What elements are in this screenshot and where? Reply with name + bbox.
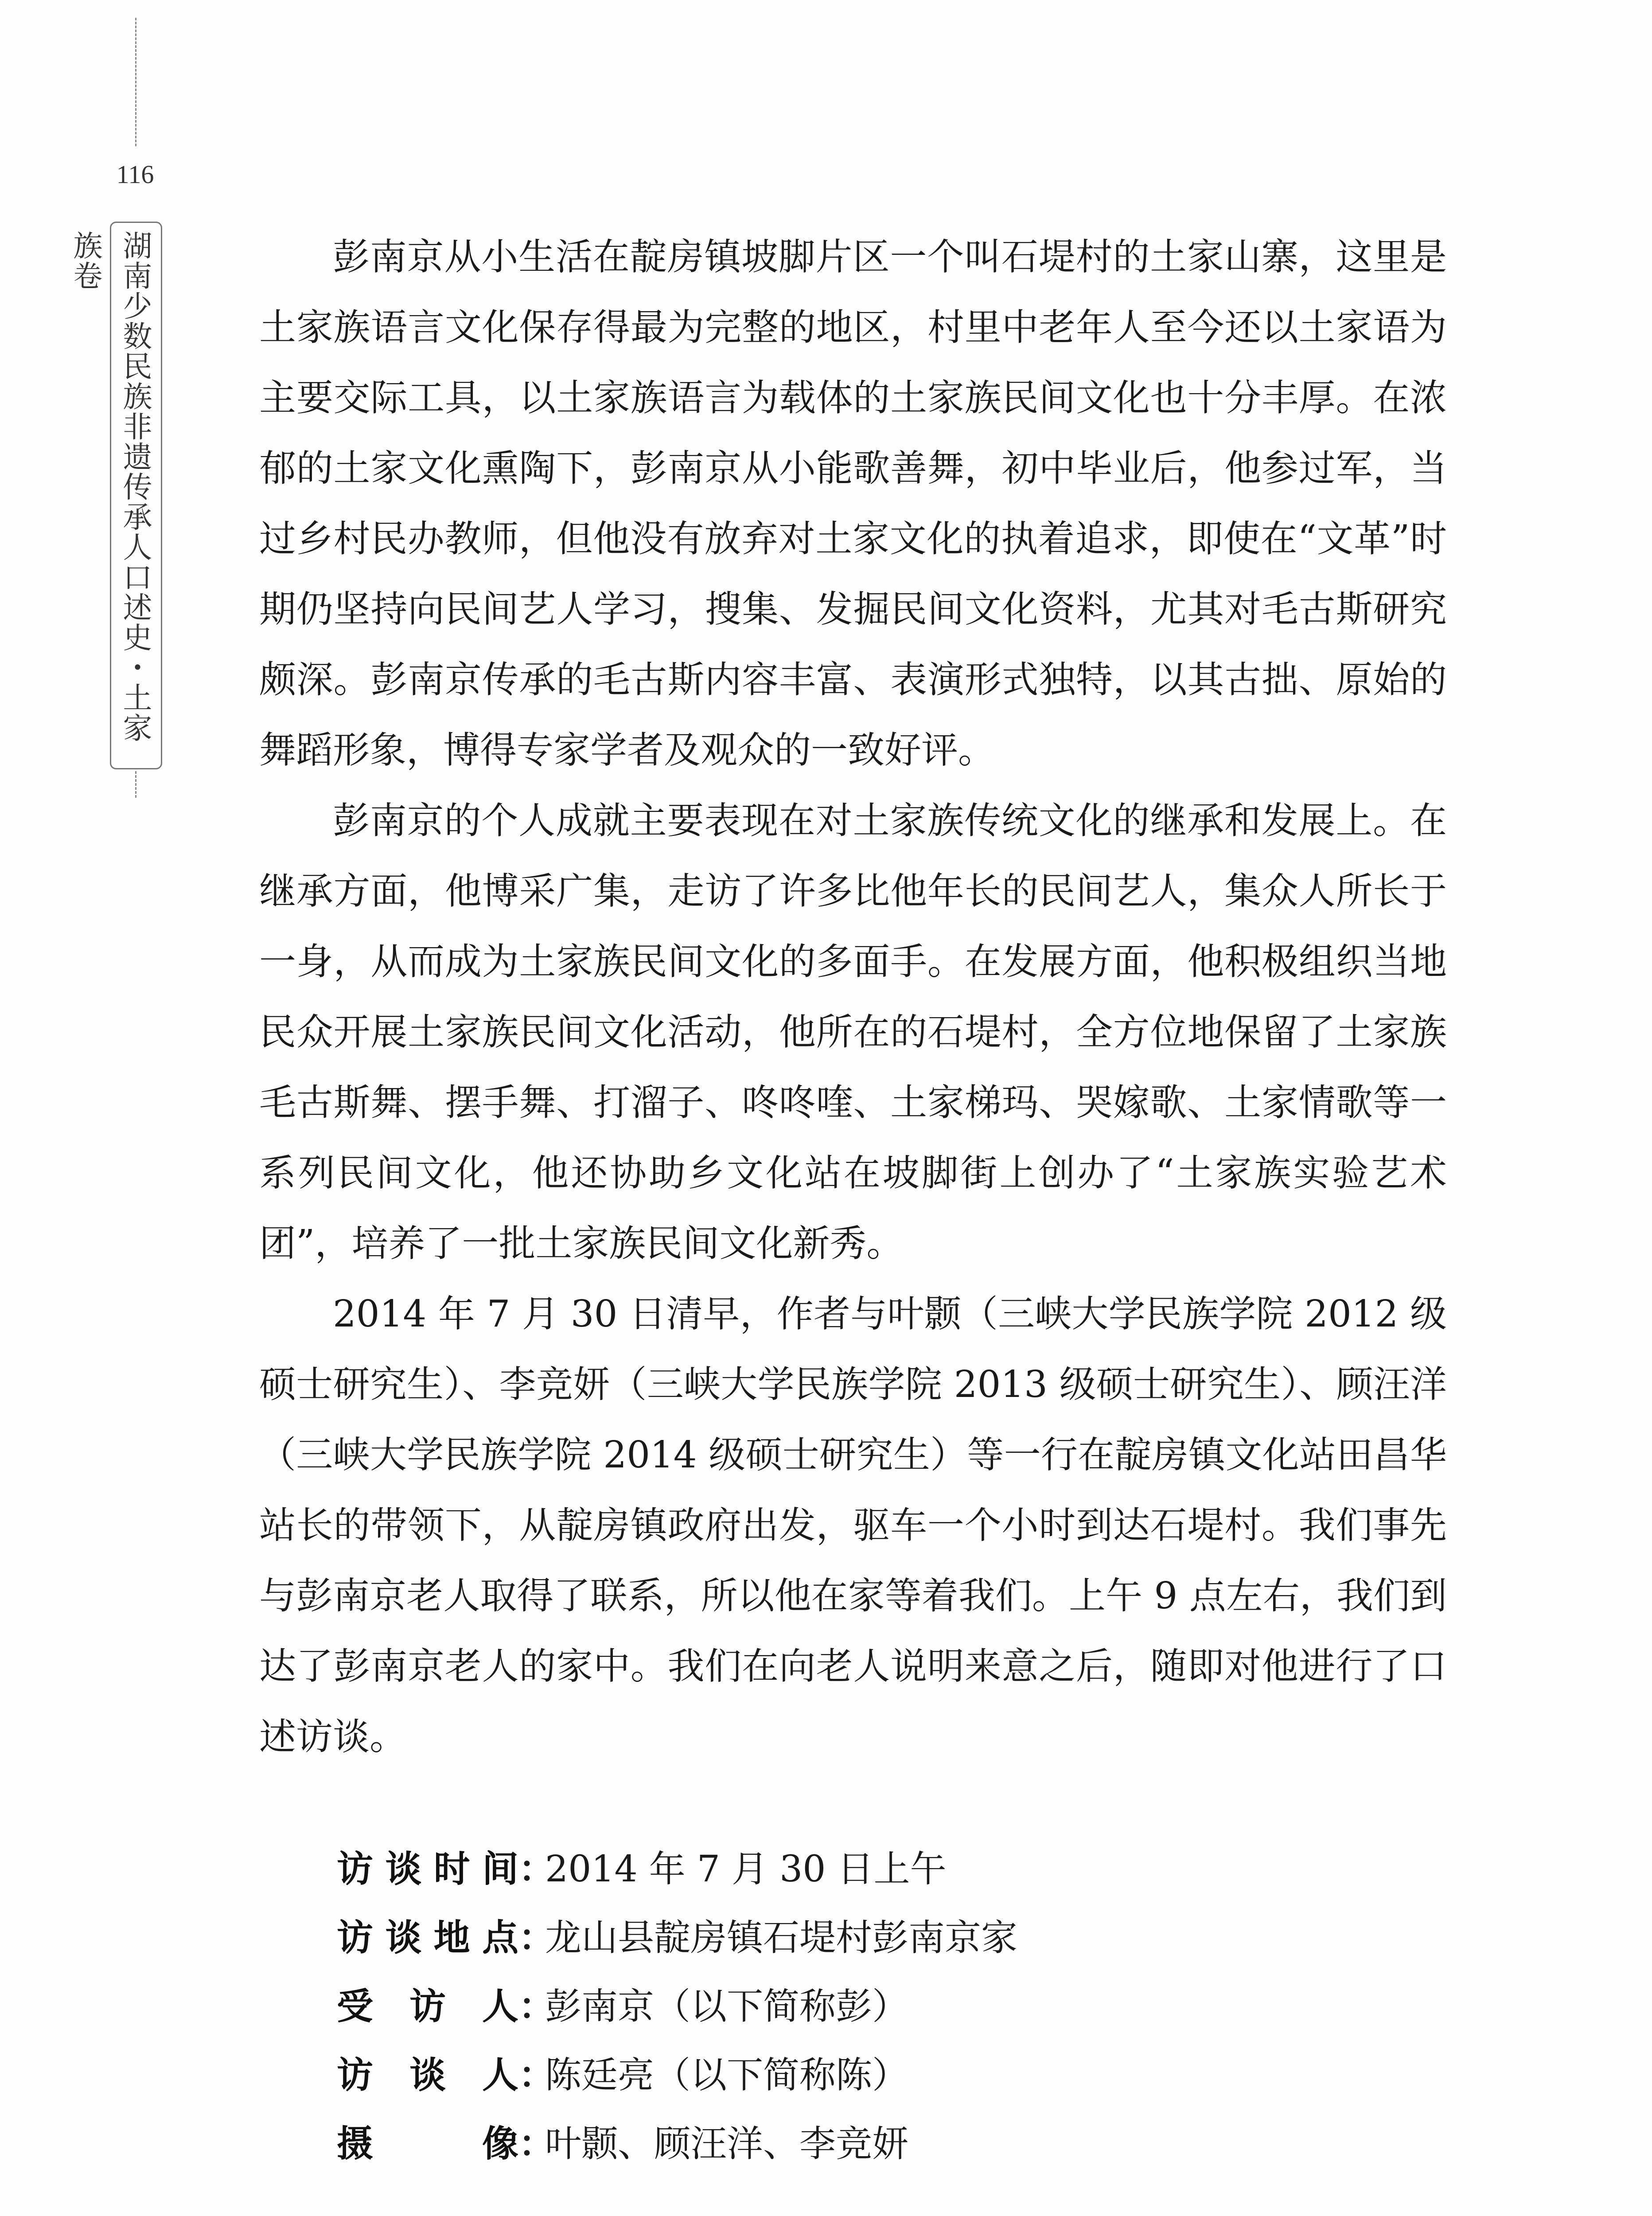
info-label: 摄像 (337, 2123, 518, 2165)
info-colon: ： (518, 2123, 555, 2165)
interview-place-row (337, 1904, 1400, 1972)
paragraph-3: 2014 年 7 月 30 日清早，作者与叶颢（三峡大学民族学院 2012 级硕士研究生）、李竞妍（三峡大学民族学院 2013 级硕士研究生）、顾汪洋（三峡大学民族学院 2014 级硕士研究生）等一行在靛房镇文化站田昌华站长的带领下，从靛房镇政府出发，驱车一个小时到达石堤村。我们事先与彭南京老人取得了联系，所以他在家等着我们。上午 9 点左右，我们到达了彭南京老人的家中。我们在向老人说明来意之后，随即对他进行了口述访谈。 (259, 1292, 1447, 1758)
running-header-title: 湖南少数民族非遗传承人口述史・土家族卷 (68, 230, 152, 743)
info-colon: ： (518, 1917, 555, 1959)
interviewer-row (337, 2041, 1400, 2110)
info-value: 彭南京（以下简称彭） (545, 1986, 909, 2028)
info-value: 龙山县靛房镇石堤村彭南京家 (545, 1917, 1018, 1959)
info-value: 2014 年 7 月 30 日上午 (545, 1848, 947, 1890)
interview-time-row (337, 1835, 1400, 1904)
info-label: 访谈人 (337, 2054, 518, 2096)
info-label: 访谈地点 (337, 1917, 518, 1959)
side-dashed-rule-top (135, 18, 136, 146)
body-text (259, 222, 1447, 1772)
page-number: 116 (116, 160, 154, 189)
info-value: 叶颢、顾汪洋、李竞妍 (545, 2123, 909, 2165)
paragraph-1: 彭南京从小生活在靛房镇坡脚片区一个叫石堤村的土家山寨，这里是土家族语言文化保存得最为完整的地区，村里中老年人至今还以土家语为主要交际工具，以土家族语言为载体的土家族民间文化也十分丰厚。在浓郁的土家文化熏陶下，彭南京从小能歌善舞，初中毕业后，他参过军，当过乡村民办教师，但他没有放弃对土家文化的执着追求，即使在“文革”时期仍坚持向民间艺人学习，搜集、发掘民间文化资料，尤其对毛古斯研究颇深。彭南京传承的毛古斯内容丰富、表演形式独特，以其古拙、原始的舞蹈形象，博得专家学者及观众的一致好评。 (259, 235, 1447, 772)
info-label: 访谈时间 (337, 1848, 518, 1890)
info-colon: ： (518, 1848, 555, 1890)
interviewee-row (337, 1972, 1400, 2041)
info-colon: ： (518, 2054, 555, 2096)
interview-info (337, 1835, 1400, 2178)
info-value: 陈廷亮（以下简称陈） (545, 2054, 909, 2096)
paragraph-2: 彭南京的个人成就主要表现在对土家族传统文化的继承和发展上。在继承方面，他博采广集，走访了许多比他年长的民间艺人，集众人所长于一身，从而成为土家族民间文化的多面手。在发展方面，他积极组织当地民众开展土家族民间文化活动，他所在的石堤村，全方位地保留了土家族毛古斯舞、摆手舞、打溜子、咚咚喹、土家梯玛、哭嫁歌、土家情歌等一系列民间文化，他还协助乡文化站在坡脚街上创办了“土家族实验艺术团”，培养了一批土家族民间文化新秀。 (259, 799, 1447, 1265)
camera-row (337, 2110, 1400, 2178)
side-dashed-rule-bottom (135, 771, 136, 798)
info-colon: ： (518, 1986, 555, 2028)
info-label: 受访人 (337, 1986, 518, 2028)
